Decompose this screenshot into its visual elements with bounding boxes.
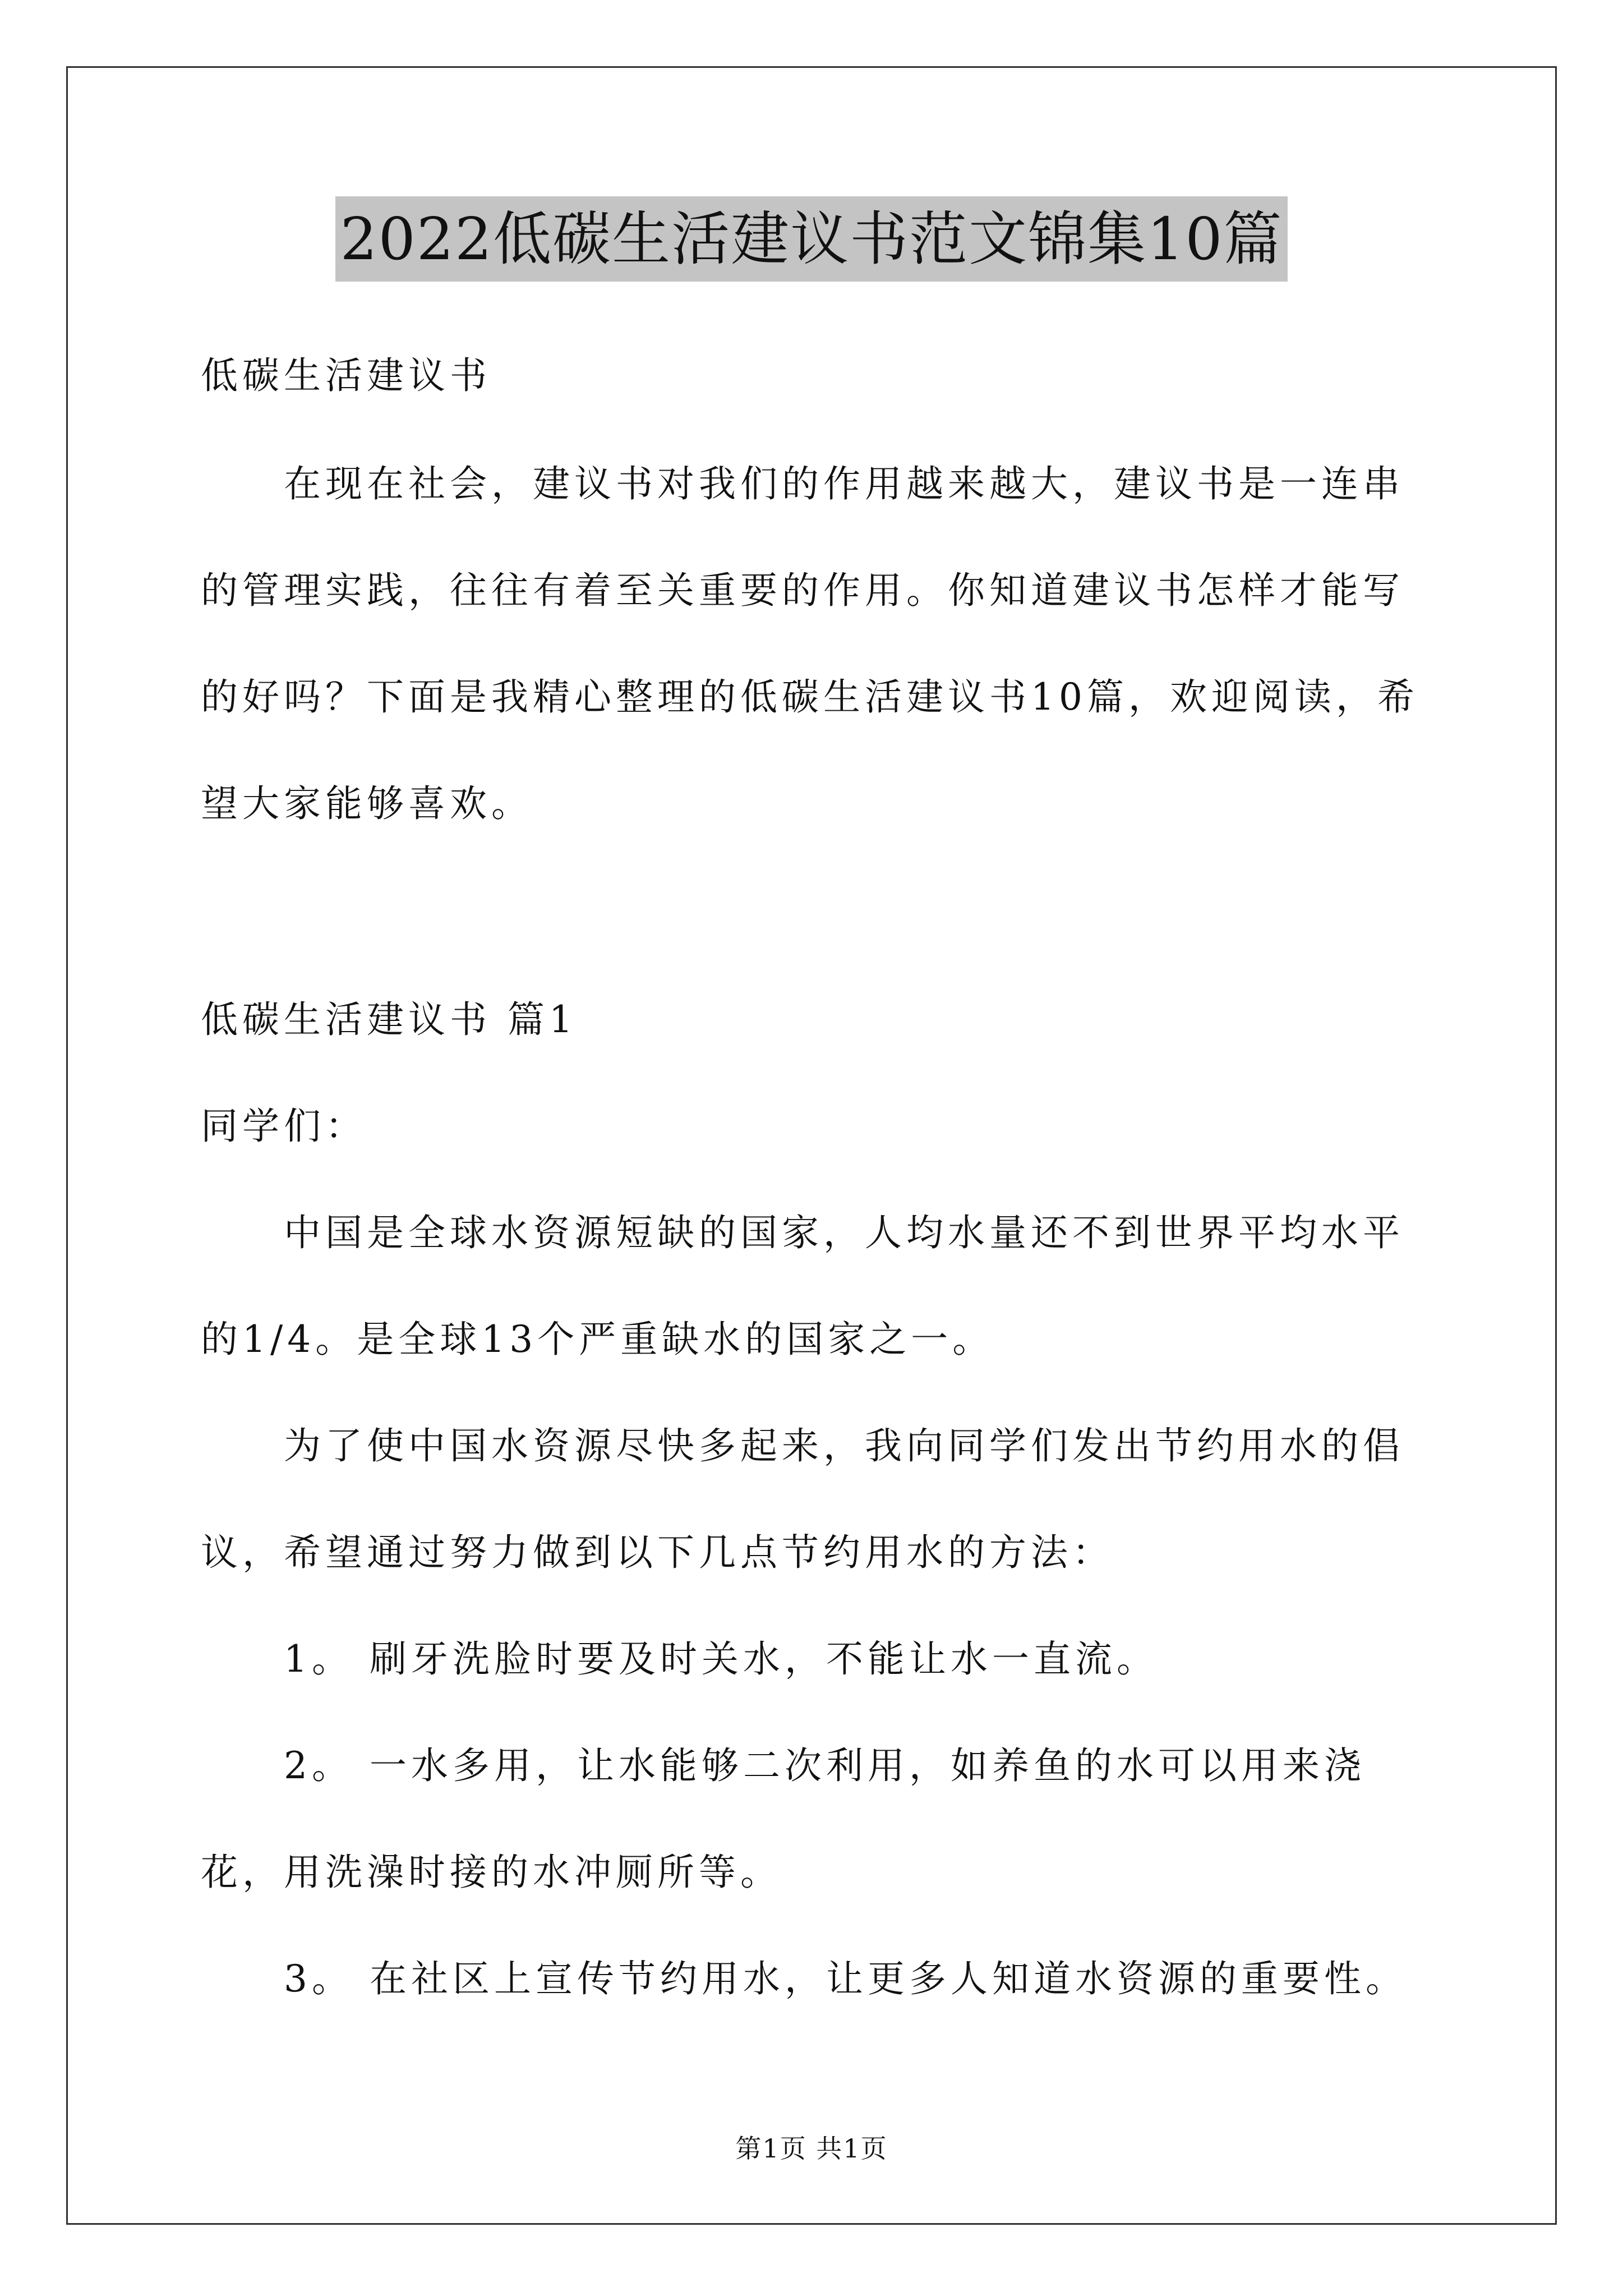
- list-item-2: 2。 一水多用，让水能够二次利用，如养鱼的水可以用来浇花，用洗澡时接的水冲厕所等。: [201, 1744, 1366, 1894]
- page-footer: 第1页 共1页: [735, 2133, 888, 2164]
- article-heading: 低碳生活建议书 篇1: [201, 998, 577, 1041]
- paragraph-proposal: 为了使中国水资源尽快多起来，我向同学们发出节约用水的倡议，希望通过努力做到以下几点节约用水的方法：: [201, 1424, 1404, 1574]
- list-item-1: 1。 刷牙洗脸时要及时关水，不能让水一直流。: [284, 1637, 1158, 1681]
- list-item-3: 3。 在社区上宣传节约用水，让更多人知道水资源的重要性。: [284, 1957, 1407, 2000]
- document-title: 2022低碳生活建议书范文锦集10篇: [335, 196, 1287, 282]
- intro-paragraph: 在现在社会，建议书对我们的作用越来越大，建议书是一连串的管理实践，往往有着至关重要的作用。你知道建议书怎样才能写的好吗？下面是我精心整理的低碳生活建议书10篇，欢迎阅读，希望大家能够喜欢。: [201, 462, 1419, 825]
- paragraph-water-shortage: 中国是全球水资源短缺的国家，人均水量还不到世界平均水平的1/4。是全球13个严重缺水的国家之一。: [201, 1211, 1404, 1361]
- title-container: [0, 196, 1623, 282]
- section-heading: 低碳生活建议书: [201, 354, 491, 397]
- salutation: 同学们：: [201, 1105, 367, 1148]
